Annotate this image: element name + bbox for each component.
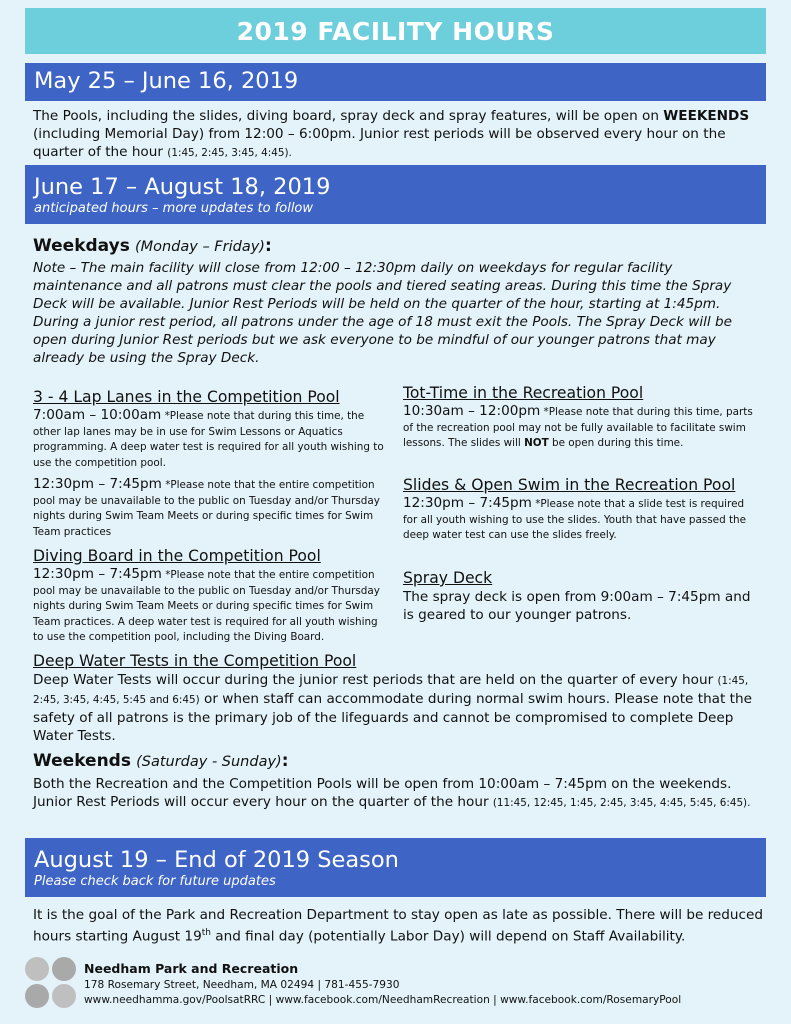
section-heading: May 25 – June 16, 2019 xyxy=(34,68,299,94)
tot-time-block xyxy=(403,383,757,452)
section-heading: June 17 – August 18, 2019 xyxy=(34,174,331,200)
slides-hours: 12:30pm – 7:45pm *Please note that a slide test is required for all youth wishing to use the slides. Youth that have passed the deep water test can use the slides freely. xyxy=(403,495,747,541)
weekdays-note: Note – The main facility will close from 12:00 – 12:30pm daily on weekdays for regular facility maintenance and all patrons must clear the pools and tiered seating areas. During this time the Spray Deck will be available. Junior Rest Periods will be held on the quarter of the hour, starting at 1:45pm. During a junior rest period, all patrons under the age of 18 must exit the Pools. The Spray Deck will be open during Junior Rest periods but we ask everyone to be mindful of our younger patrons that may already be using the Spray Deck. xyxy=(33,260,732,366)
footer xyxy=(84,961,764,1008)
weekdays-heading: Weekdays (Monday – Friday): xyxy=(33,236,272,256)
weekends-text: Both the Recreation and the Competition Pools will be open from 10:00am – 7:45pm on the weekends. Junior Rest Periods will occur every hour on the quarter of the hour (11:45, 12:45, 1:45, 2:45, 3:45, 4:45, 5:45, 6:45). xyxy=(33,776,751,810)
tot-time-hours: 10:30am – 12:00pm *Please note that during this time, parts of the recreation pool may not be fully available to facilitate swim lessons. The slides will NOT be open during this time. xyxy=(403,403,753,449)
section-header-may-june xyxy=(25,63,766,101)
slides-heading: Slides & Open Swim in the Recreation Pool xyxy=(403,476,736,494)
deep-water-block xyxy=(33,651,763,745)
lap-lanes-afternoon: 12:30pm – 7:45pm *Please note that the entire competition pool may be unavailable to the public on Tuesday and/or Thursday nights during Swim Team Meets or during specific times for Swim Team practices xyxy=(33,476,380,538)
diving-board-hours: 12:30pm – 7:45pm *Please note that the entire competition pool may be unavailable to the public on Tuesday and/or Thursday nights during Swim Team Meets or during specific times for Swim Team practices. A deep water test is required for all youth wishing to use the competition pool, including the Diving Board. xyxy=(33,566,380,643)
spray-deck-block xyxy=(403,568,757,624)
section3-text: It is the goal of the Park and Recreation Department to stay open as late as possible. There will be reduced hours starting August 19th and final day (potentially Labor Day) will depend on Staff Availability. xyxy=(33,907,763,945)
snowflake-icon xyxy=(25,957,49,981)
footer-address: 178 Rosemary Street, Needham, MA 02494 | 781-455-7930 xyxy=(84,979,400,991)
section-header-aug-end xyxy=(25,838,766,897)
lap-lanes-block xyxy=(33,387,391,540)
slides-block xyxy=(403,475,757,544)
section-heading: August 19 – End of 2019 Season xyxy=(34,847,399,873)
leaf-icon xyxy=(52,984,76,1008)
diving-board-block xyxy=(33,546,391,646)
footer-links[interactable]: www.needhamma.gov/PoolsatRRC | www.facebook.com/NeedhamRecreation | www.facebook.com/RosemaryPool xyxy=(84,994,682,1006)
flower-icon xyxy=(25,984,49,1008)
section-subheading: Please check back for future updates xyxy=(34,874,276,889)
sun-icon xyxy=(52,957,76,981)
section-subheading: anticipated hours – more updates to follow xyxy=(34,201,314,216)
spray-deck-heading: Spray Deck xyxy=(403,569,493,587)
spray-deck-text: The spray deck is open from 9:00am – 7:45pm and is geared to our younger patrons. xyxy=(403,589,751,623)
deep-water-text: Deep Water Tests will occur during the junior rest periods that are held on the quarter of every hour (1:45, 2:45, 3:45, 4:45, 5:45 and 6:45) or when staff can accommodate during normal swim hours. Please note that the safety of all patrons is the primary job of the lifeguards and cannot be compromised to complete Deep Water Tests. xyxy=(33,672,752,744)
diving-board-heading: Diving Board in the Competition Pool xyxy=(33,547,321,565)
deep-water-heading: Deep Water Tests in the Competition Pool xyxy=(33,652,357,670)
section1-text: The Pools, including the slides, diving board, spray deck and spray features, will be open on WEEKENDS (including Memorial Day) from 12:00 – 6:00pm. Junior rest periods will be observed every hour on the quarter of the hour (1:45, 2:45, 3:45, 4:45). xyxy=(33,108,750,160)
lap-lanes-morning: 7:00am – 10:00am *Please note that during this time, the other lap lanes may be in use for Swim Lessons or Aquatics programming. A deep water test is required for all youth wishing to use the competition pool. xyxy=(33,407,384,469)
weekends-heading: Weekends (Saturday - Sunday): xyxy=(33,751,289,771)
lap-lanes-heading: 3 - 4 Lap Lanes in the Competition Pool xyxy=(33,388,340,406)
page-title: 2019 FACILITY HOURS xyxy=(25,8,766,54)
tot-time-heading: Tot-Time in the Recreation Pool xyxy=(403,384,644,402)
park-recreation-logo xyxy=(25,957,77,1009)
section-header-june-aug xyxy=(25,165,766,224)
footer-org: Needham Park and Recreation xyxy=(84,961,299,976)
